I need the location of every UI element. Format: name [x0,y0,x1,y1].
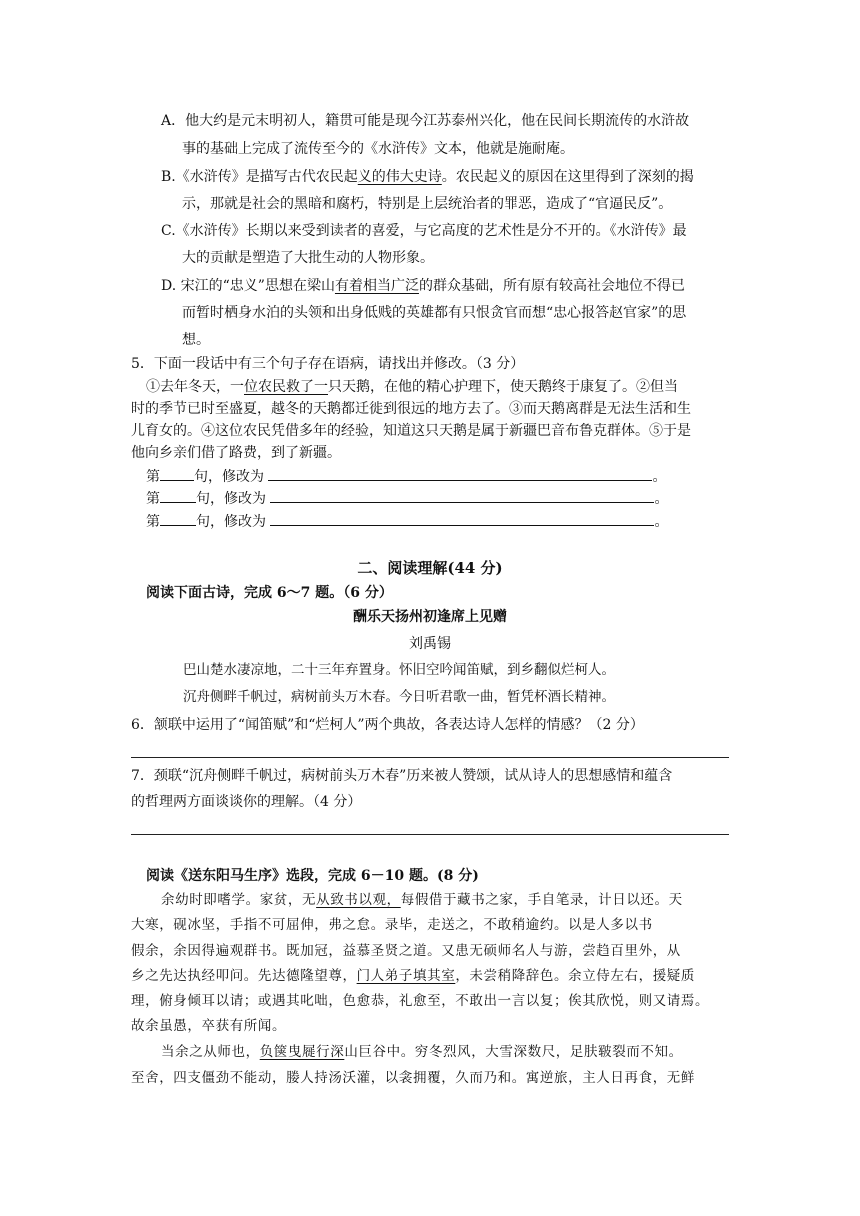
prose-line-8: 至舍，四支僵劲不能动，媵人持汤沃灌，以衾拥覆，久而乃和。寓逆旅，主人日再食，无鲜 [131,1070,695,1086]
q5-text-pre: ①去年冬天，一 [146,379,244,395]
poem-author: 刘禹锡 [409,636,451,652]
prose-underlined: 从致书以观， [316,892,401,908]
fill-prefix: 第 [146,514,160,530]
prose-line-4 [131,965,695,987]
question-5-para-line-3: 儿育女的。④这位农民凭借多年的经验，知道这只天鹅是属于新疆巴音布鲁克群体。⑤于是 [131,423,691,439]
answer-fill-line-2 [146,488,668,510]
option-d-line-1 [161,275,685,297]
option-d-text-post: 的群众基础，所有原有较高社会地位不得已 [418,278,685,294]
q5-text-post: 只天鹅，在他的精心护理下，使天鹅终于康复了。②但当 [328,379,678,395]
section-2-title: 二、阅读理解(44 分) [357,559,503,577]
answer-line [131,834,729,835]
fill-middle: 句，修改为 [194,469,264,485]
fill-end: 。 [654,491,669,507]
option-a-line-1: A．他大约是元末明初人，籍贯可能是现今江苏泰州兴化，他在民间长期流传的水浒故 [161,113,690,129]
prose-text-post: 每假借于藏书之家，手自笔录，计日以还。天 [400,892,683,908]
revision-blank[interactable] [268,466,652,481]
poem-intro: 阅读下面古诗，完成 6～7 题。（6 分） [146,585,393,601]
option-b-text-pre: B.《水浒传》是描写古代农民起 [161,169,358,185]
option-b-line-2: 示，那就是社会的黑暗和腐朽，特别是上层统治者的罪恶，造成了“官逼民反”。 [182,196,673,212]
question-5-para-line-1 [146,376,678,398]
option-d-line-3: 想。 [182,332,210,348]
poem-line-1: 巴山楚水凄凉地，二十三年弃置身。怀旧空吟闻笛赋，到乡翻似烂柯人。 [183,662,615,678]
sentence-number-blank[interactable] [160,488,196,503]
prose-underlined: 门人弟子填其室 [356,968,456,984]
option-c-line-2: 大的贡献是塑造了大批生动的人物形象。 [182,250,434,266]
option-c-line-1: C.《水浒传》长期以来受到读者的喜爱，与它高度的艺术性是分不开的。《水浒传》最 [161,223,687,239]
prose-line-7 [161,1041,683,1063]
prose-underlined: 负箧曳屣行深 [259,1044,345,1060]
question-5-para-line-2: 时的季节已时至盛夏，越冬的天鹅都迁徙到很远的地方去了。③而天鹅离群是无法生活和生 [131,401,691,417]
question-5-para-line-4: 他向乡亲们借了路费，到了新疆。 [131,445,341,461]
q5-underlined: 位农民救了一 [244,379,328,395]
sentence-number-blank[interactable] [160,511,196,526]
option-a-line-2: 事的基础上完成了流传至今的《水浒传》文本，他就是施耐庵。 [182,141,574,157]
question-5-stem: 5．下面一段话中有三个句子存在语病，请找出并修改。（3 分） [131,356,525,372]
prose-line-2: 大寒，砚冰坚，手指不可屈伸，弗之怠。录毕，走送之，不敢稍逾约。以是人多以书 [131,917,653,933]
question-6: 6．颔联中运用了“闻笛赋”和“烂柯人”两个典故，各表达诗人怎样的情感？（2 分） [131,717,644,733]
option-b-line-1 [161,166,694,188]
fill-end: 。 [652,469,667,485]
poem-title: 酬乐天扬州初逢席上见赠 [353,609,507,625]
option-d-underlined: 有着相当广泛 [334,278,419,294]
prose-text-pre: 乡之先达执经叩问。先达德隆望尊， [131,968,357,984]
fill-end: 。 [654,514,669,530]
prose-line-6: 故余虽愚，卒获有所闻。 [131,1018,287,1034]
answer-line [131,757,729,758]
reading-intro: 阅读《送东阳马生序》选段，完成 6－10 题。(8 分) [146,868,479,884]
prose-line-3: 假余，余因得遍观群书。既加冠，益慕圣贤之道。又患无硕师名人与游，尝趋百里外，从 [131,943,681,959]
prose-text-pre: 当余之从师也， [161,1044,260,1060]
fill-prefix: 第 [146,469,160,485]
revision-blank[interactable] [270,511,654,526]
answer-fill-line-1 [146,466,666,488]
option-b-text-post: 。农民起义的原因在这里得到了深刻的揭 [441,169,694,185]
sentence-number-blank[interactable] [160,466,194,481]
option-d-line-2: 而暂时栖身水泊的头领和出身低贱的英雄都有只恨贪官而想“忠心报答赵官家”的思 [182,305,687,321]
prose-text-pre: 余幼时即嗜学。家贫，无 [161,892,317,908]
option-b-underlined: 义的伟大史诗 [357,169,442,185]
fill-prefix: 第 [146,491,160,507]
prose-text-post: 山巨谷中。穷冬烈风，大雪深数尺，足肤皲裂而不知。 [344,1044,683,1060]
prose-line-5: 理，俯身倾耳以请；或遇其叱咄，色愈恭，礼愈至，不敢出一言以复；俟其欣悦，则又请焉。 [131,993,710,1009]
question-7-line-2: 的哲理两方面谈谈你的理解。（4 分） [131,794,362,810]
fill-middle: 句，修改为 [196,491,266,507]
fill-middle: 句，修改为 [196,514,266,530]
prose-line-1 [161,889,683,911]
poem-line-2: 沉舟侧畔千帆过，病树前头万木春。今日听君歌一曲，暂凭杯酒长精神。 [183,689,615,705]
answer-fill-line-3 [146,511,668,533]
option-d-text-pre: D. 宋江的“忠义”思想在梁山 [161,278,335,294]
question-7-line-1: 7．颈联“沉舟侧畔千帆过，病树前头万木春”历来被人赞颂，试从诗人的思想感情和蕴含 [131,768,673,784]
revision-blank[interactable] [270,488,654,503]
prose-text-post: ，未尝稍降辞色。余立侍左右，援疑质 [455,968,696,984]
